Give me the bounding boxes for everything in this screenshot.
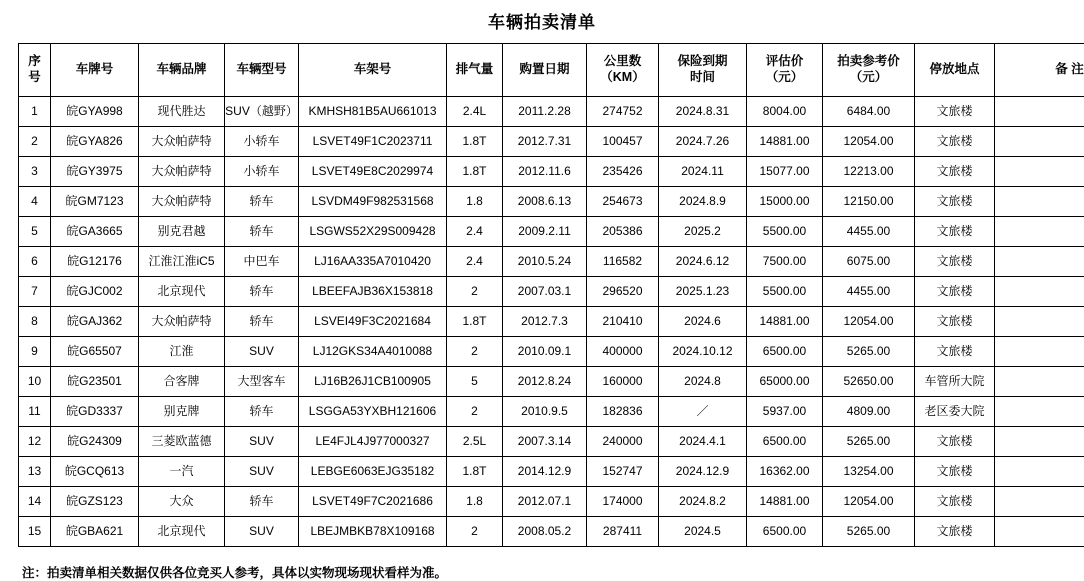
table-container xyxy=(0,43,1084,547)
cell-note xyxy=(995,457,1084,487)
cell-location: 文旅楼 xyxy=(915,127,995,157)
vehicle-auction-table xyxy=(18,43,1084,547)
cell-eval-price: 6500.00 xyxy=(747,517,823,547)
cell-location: 文旅楼 xyxy=(915,187,995,217)
cell-plate: 皖GYA998 xyxy=(51,97,139,127)
cell-location: 文旅楼 xyxy=(915,307,995,337)
cell-displacement: 2 xyxy=(447,517,503,547)
cell-seq: 4 xyxy=(19,187,51,217)
column-header-seq: 序 号 xyxy=(19,44,51,97)
cell-displacement: 1.8T xyxy=(447,157,503,187)
cell-purchase-date: 2008.6.13 xyxy=(503,187,587,217)
cell-ref-price: 12213.00 xyxy=(823,157,915,187)
cell-eval-price: 8004.00 xyxy=(747,97,823,127)
cell-brand: 一汽 xyxy=(139,457,225,487)
table-row xyxy=(19,127,1084,157)
column-header-purchase-date: 购置日期 xyxy=(503,44,587,97)
cell-eval-price: 14881.00 xyxy=(747,307,823,337)
cell-brand: 现代胜达 xyxy=(139,97,225,127)
cell-model: 小轿车 xyxy=(225,157,299,187)
cell-eval-price: 5500.00 xyxy=(747,277,823,307)
cell-seq: 11 xyxy=(19,397,51,427)
cell-displacement: 2.4 xyxy=(447,247,503,277)
column-header-location: 停放地点 xyxy=(915,44,995,97)
cell-km: 100457 xyxy=(587,127,659,157)
cell-ref-price: 4455.00 xyxy=(823,217,915,247)
cell-seq: 9 xyxy=(19,337,51,367)
cell-eval-price: 6500.00 xyxy=(747,337,823,367)
table-row xyxy=(19,517,1084,547)
column-header-vin: 车架号 xyxy=(299,44,447,97)
cell-eval-price: 65000.00 xyxy=(747,367,823,397)
cell-model: SUV xyxy=(225,517,299,547)
cell-displacement: 1.8 xyxy=(447,487,503,517)
cell-km: 160000 xyxy=(587,367,659,397)
cell-plate: 皖GAJ362 xyxy=(51,307,139,337)
cell-model: SUV（越野） xyxy=(225,97,299,127)
table-row xyxy=(19,97,1084,127)
cell-displacement: 1.8 xyxy=(447,187,503,217)
table-row xyxy=(19,157,1084,187)
cell-note xyxy=(995,397,1084,427)
cell-model: 大型客车 xyxy=(225,367,299,397)
cell-seq: 3 xyxy=(19,157,51,187)
cell-model: 轿车 xyxy=(225,397,299,427)
table-row xyxy=(19,247,1084,277)
cell-insurance-expiry: 2025.1.23 xyxy=(659,277,747,307)
cell-insurance-expiry: 2024.11 xyxy=(659,157,747,187)
cell-note xyxy=(995,427,1084,457)
cell-km: 210410 xyxy=(587,307,659,337)
cell-location: 文旅楼 xyxy=(915,427,995,457)
cell-brand: 别克君越 xyxy=(139,217,225,247)
cell-note xyxy=(995,127,1084,157)
cell-eval-price: 6500.00 xyxy=(747,427,823,457)
table-body xyxy=(19,97,1084,547)
cell-vin: LEBGE6063EJG35182 xyxy=(299,457,447,487)
cell-model: 中巴车 xyxy=(225,247,299,277)
cell-brand: 北京现代 xyxy=(139,277,225,307)
cell-displacement: 2.4L xyxy=(447,97,503,127)
cell-plate: 皖G12176 xyxy=(51,247,139,277)
cell-purchase-date: 2010.5.24 xyxy=(503,247,587,277)
column-header-km: 公里数 （KM） xyxy=(587,44,659,97)
cell-plate: 皖G24309 xyxy=(51,427,139,457)
cell-model: 轿车 xyxy=(225,277,299,307)
cell-eval-price: 15077.00 xyxy=(747,157,823,187)
cell-brand: 大众帕萨特 xyxy=(139,307,225,337)
cell-note xyxy=(995,277,1084,307)
cell-eval-price: 15000.00 xyxy=(747,187,823,217)
cell-brand: 大众帕萨特 xyxy=(139,187,225,217)
cell-insurance-expiry: 2024.8.9 xyxy=(659,187,747,217)
column-header-brand: 车辆品牌 xyxy=(139,44,225,97)
cell-plate: 皖GZS123 xyxy=(51,487,139,517)
cell-displacement: 1.8T xyxy=(447,457,503,487)
cell-brand: 江淮 xyxy=(139,337,225,367)
cell-insurance-expiry: 2024.8 xyxy=(659,367,747,397)
cell-plate: 皖GCQ613 xyxy=(51,457,139,487)
cell-insurance-expiry: ／ xyxy=(659,397,747,427)
cell-seq: 15 xyxy=(19,517,51,547)
cell-plate: 皖GD3337 xyxy=(51,397,139,427)
cell-seq: 2 xyxy=(19,127,51,157)
cell-insurance-expiry: 2024.8.31 xyxy=(659,97,747,127)
cell-purchase-date: 2008.05.2 xyxy=(503,517,587,547)
cell-purchase-date: 2012.7.3 xyxy=(503,307,587,337)
cell-displacement: 1.8T xyxy=(447,307,503,337)
footnote: 注：拍卖清单相关数据仅供各位竞买人参考，具体以实物现场现状看样为准。 xyxy=(0,547,1084,581)
cell-vin: KMHSH81B5AU661013 xyxy=(299,97,447,127)
cell-seq: 5 xyxy=(19,217,51,247)
cell-insurance-expiry: 2024.5 xyxy=(659,517,747,547)
cell-displacement: 1.8T xyxy=(447,127,503,157)
cell-ref-price: 6484.00 xyxy=(823,97,915,127)
cell-ref-price: 12054.00 xyxy=(823,487,915,517)
cell-vin: LSGWS52X29S009428 xyxy=(299,217,447,247)
cell-vin: LSVET49E8C2029974 xyxy=(299,157,447,187)
cell-ref-price: 4455.00 xyxy=(823,277,915,307)
cell-model: 轿车 xyxy=(225,187,299,217)
cell-location: 文旅楼 xyxy=(915,247,995,277)
cell-eval-price: 7500.00 xyxy=(747,247,823,277)
cell-ref-price: 12150.00 xyxy=(823,187,915,217)
table-row xyxy=(19,457,1084,487)
table-row xyxy=(19,217,1084,247)
cell-model: SUV xyxy=(225,337,299,367)
table-row xyxy=(19,307,1084,337)
cell-vin: LSVET49F1C2023711 xyxy=(299,127,447,157)
cell-km: 152747 xyxy=(587,457,659,487)
cell-vin: LJ16B26J1CB100905 xyxy=(299,367,447,397)
cell-location: 文旅楼 xyxy=(915,337,995,367)
cell-vin: LBEJMBKB78X109168 xyxy=(299,517,447,547)
table-row xyxy=(19,427,1084,457)
cell-ref-price: 12054.00 xyxy=(823,307,915,337)
cell-purchase-date: 2010.9.5 xyxy=(503,397,587,427)
table-header xyxy=(19,44,1084,97)
table-row xyxy=(19,367,1084,397)
cell-vin: LE4FJL4J977000327 xyxy=(299,427,447,457)
cell-note xyxy=(995,187,1084,217)
cell-km: 240000 xyxy=(587,427,659,457)
cell-plate: 皖GY3975 xyxy=(51,157,139,187)
cell-purchase-date: 2012.07.1 xyxy=(503,487,587,517)
cell-plate: 皖GBA621 xyxy=(51,517,139,547)
cell-location: 老区委大院 xyxy=(915,397,995,427)
column-header-displacement: 排气量 xyxy=(447,44,503,97)
cell-km: 254673 xyxy=(587,187,659,217)
cell-insurance-expiry: 2024.6 xyxy=(659,307,747,337)
cell-brand: 合客牌 xyxy=(139,367,225,397)
cell-eval-price: 16362.00 xyxy=(747,457,823,487)
cell-note xyxy=(995,157,1084,187)
cell-purchase-date: 2007.3.14 xyxy=(503,427,587,457)
cell-brand: 大众帕萨特 xyxy=(139,157,225,187)
cell-note xyxy=(995,247,1084,277)
cell-km: 174000 xyxy=(587,487,659,517)
cell-plate: 皖GA3665 xyxy=(51,217,139,247)
cell-displacement: 2 xyxy=(447,277,503,307)
cell-displacement: 2.4 xyxy=(447,217,503,247)
cell-location: 文旅楼 xyxy=(915,457,995,487)
column-header-plate: 车牌号 xyxy=(51,44,139,97)
cell-ref-price: 4809.00 xyxy=(823,397,915,427)
cell-location: 文旅楼 xyxy=(915,517,995,547)
table-row xyxy=(19,397,1084,427)
table-row xyxy=(19,487,1084,517)
cell-brand: 北京现代 xyxy=(139,517,225,547)
cell-vin: LBEEFAJB36X153818 xyxy=(299,277,447,307)
cell-displacement: 5 xyxy=(447,367,503,397)
cell-insurance-expiry: 2024.12.9 xyxy=(659,457,747,487)
page-title: 车辆拍卖清单 xyxy=(0,0,1084,43)
cell-brand: 别克牌 xyxy=(139,397,225,427)
cell-ref-price: 13254.00 xyxy=(823,457,915,487)
cell-insurance-expiry: 2025.2 xyxy=(659,217,747,247)
cell-plate: 皖GM7123 xyxy=(51,187,139,217)
cell-brand: 大众 xyxy=(139,487,225,517)
cell-ref-price: 5265.00 xyxy=(823,517,915,547)
cell-model: 轿车 xyxy=(225,487,299,517)
cell-model: 轿车 xyxy=(225,307,299,337)
cell-brand: 江淮江淮iC5 xyxy=(139,247,225,277)
cell-note xyxy=(995,367,1084,397)
table-row xyxy=(19,337,1084,367)
cell-insurance-expiry: 2024.8.2 xyxy=(659,487,747,517)
cell-ref-price: 6075.00 xyxy=(823,247,915,277)
cell-brand: 三菱欧蓝德 xyxy=(139,427,225,457)
cell-km: 116582 xyxy=(587,247,659,277)
cell-purchase-date: 2011.2.28 xyxy=(503,97,587,127)
cell-plate: 皖GJC002 xyxy=(51,277,139,307)
cell-eval-price: 5500.00 xyxy=(747,217,823,247)
cell-plate: 皖G65507 xyxy=(51,337,139,367)
table-header-row xyxy=(19,44,1084,97)
cell-note xyxy=(995,487,1084,517)
cell-plate: 皖GYA826 xyxy=(51,127,139,157)
cell-vin: LJ16AA335A7010420 xyxy=(299,247,447,277)
cell-vin: LJ12GKS34A4010088 xyxy=(299,337,447,367)
cell-location: 文旅楼 xyxy=(915,487,995,517)
cell-note xyxy=(995,97,1084,127)
cell-brand: 大众帕萨特 xyxy=(139,127,225,157)
cell-location: 文旅楼 xyxy=(915,277,995,307)
cell-ref-price: 5265.00 xyxy=(823,337,915,367)
cell-km: 235426 xyxy=(587,157,659,187)
cell-purchase-date: 2010.09.1 xyxy=(503,337,587,367)
cell-ref-price: 52650.00 xyxy=(823,367,915,397)
cell-insurance-expiry: 2024.6.12 xyxy=(659,247,747,277)
cell-km: 400000 xyxy=(587,337,659,367)
cell-seq: 1 xyxy=(19,97,51,127)
column-header-model: 车辆型号 xyxy=(225,44,299,97)
cell-note xyxy=(995,517,1084,547)
cell-purchase-date: 2009.2.11 xyxy=(503,217,587,247)
cell-insurance-expiry: 2024.4.1 xyxy=(659,427,747,457)
cell-km: 287411 xyxy=(587,517,659,547)
cell-model: 轿车 xyxy=(225,217,299,247)
cell-eval-price: 14881.00 xyxy=(747,127,823,157)
table-row xyxy=(19,277,1084,307)
cell-seq: 8 xyxy=(19,307,51,337)
cell-ref-price: 12054.00 xyxy=(823,127,915,157)
cell-vin: LSGGA53YXBH121606 xyxy=(299,397,447,427)
cell-km: 274752 xyxy=(587,97,659,127)
column-header-insurance-expiry: 保险到期 时间 xyxy=(659,44,747,97)
cell-location: 车管所大院 xyxy=(915,367,995,397)
cell-seq: 6 xyxy=(19,247,51,277)
cell-seq: 14 xyxy=(19,487,51,517)
cell-seq: 10 xyxy=(19,367,51,397)
cell-note xyxy=(995,217,1084,247)
cell-model: 小轿车 xyxy=(225,127,299,157)
cell-insurance-expiry: 2024.10.12 xyxy=(659,337,747,367)
cell-displacement: 2.5L xyxy=(447,427,503,457)
cell-displacement: 2 xyxy=(447,337,503,367)
cell-purchase-date: 2007.03.1 xyxy=(503,277,587,307)
cell-location: 文旅楼 xyxy=(915,97,995,127)
cell-purchase-date: 2014.12.9 xyxy=(503,457,587,487)
cell-eval-price: 14881.00 xyxy=(747,487,823,517)
cell-model: SUV xyxy=(225,427,299,457)
cell-location: 文旅楼 xyxy=(915,217,995,247)
cell-seq: 7 xyxy=(19,277,51,307)
cell-plate: 皖G23501 xyxy=(51,367,139,397)
cell-km: 205386 xyxy=(587,217,659,247)
cell-eval-price: 5937.00 xyxy=(747,397,823,427)
cell-vin: LSVDM49F982531568 xyxy=(299,187,447,217)
column-header-eval-price: 评估价 （元） xyxy=(747,44,823,97)
cell-purchase-date: 2012.8.24 xyxy=(503,367,587,397)
cell-vin: LSVEI49F3C2021684 xyxy=(299,307,447,337)
cell-note xyxy=(995,307,1084,337)
cell-vin: LSVET49F7C2021686 xyxy=(299,487,447,517)
column-header-ref-price: 拍卖参考价 （元） xyxy=(823,44,915,97)
table-row xyxy=(19,187,1084,217)
cell-note xyxy=(995,337,1084,367)
cell-km: 182836 xyxy=(587,397,659,427)
cell-km: 296520 xyxy=(587,277,659,307)
cell-displacement: 2 xyxy=(447,397,503,427)
cell-seq: 12 xyxy=(19,427,51,457)
cell-ref-price: 5265.00 xyxy=(823,427,915,457)
cell-purchase-date: 2012.11.6 xyxy=(503,157,587,187)
cell-location: 文旅楼 xyxy=(915,157,995,187)
column-header-note: 备 注 xyxy=(995,44,1084,97)
cell-seq: 13 xyxy=(19,457,51,487)
cell-model: SUV xyxy=(225,457,299,487)
cell-insurance-expiry: 2024.7.26 xyxy=(659,127,747,157)
cell-purchase-date: 2012.7.31 xyxy=(503,127,587,157)
